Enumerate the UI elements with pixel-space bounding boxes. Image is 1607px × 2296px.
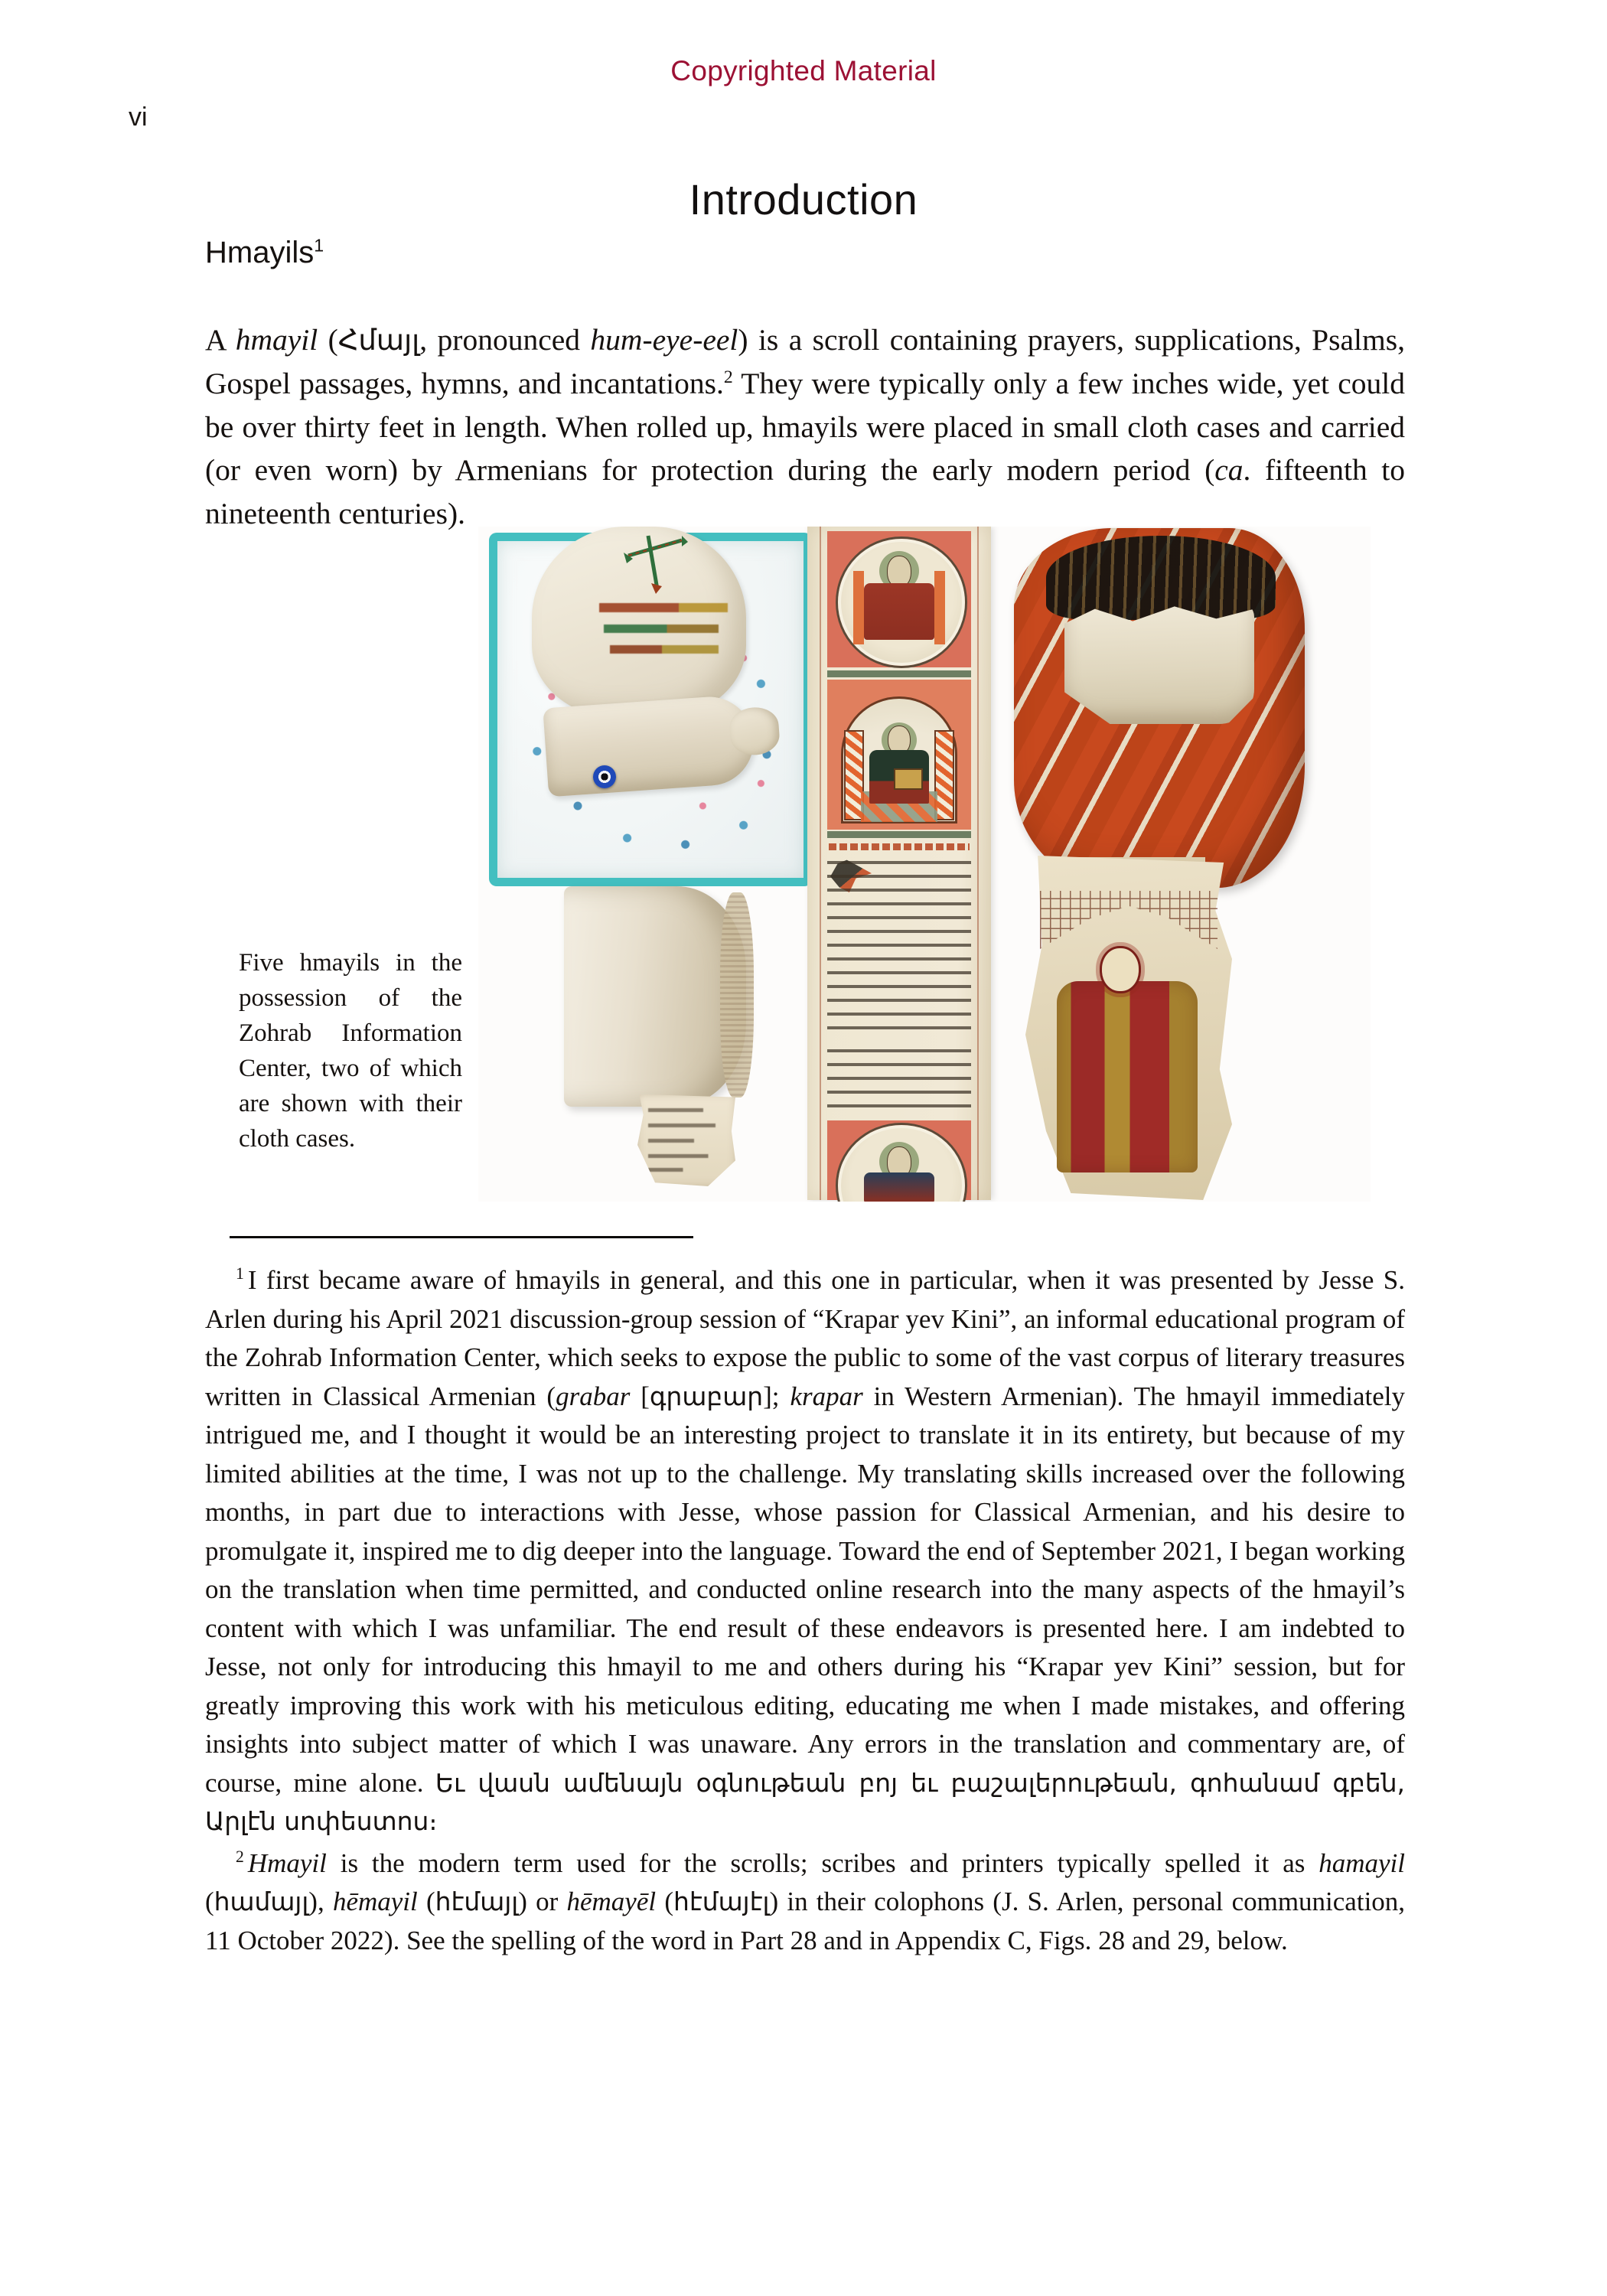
case-lining-dark (1046, 536, 1276, 620)
section-heading-label: Hmayils (205, 236, 315, 269)
footnote-text: ( (205, 1887, 214, 1916)
footnotes-section (205, 1261, 1405, 1963)
folio-number: vi (129, 103, 148, 132)
footnote-text: ( (417, 1887, 435, 1916)
section-heading-footnote-marker: 1 (314, 235, 324, 256)
photo-canvas (478, 527, 1371, 1202)
footnote-armenian-text: Եւ վասն ամենայն օգնութեան բոյ եւ բաշալերութեան, գոհանամ գբեն, Արլէն սոփեստոս։ (205, 1767, 1405, 1836)
scroll-tail-with-script (637, 1094, 735, 1186)
gospel-book-icon (894, 768, 923, 790)
white-cloth-bag (532, 527, 746, 718)
footnote-text: I first became aware of hmayils in general, and this one in particular, when it was presented by Jesse S. Arlen during his April 2021 discussion-group session of “Krapar yev Kini”, an informal educational program of the Zohrab Information Center, which seeks to expose the public to some of the vast corpus of literary treasures written in Classical Armenian ( (205, 1265, 1405, 1411)
scroll-margin-rule-right (977, 527, 979, 1200)
scroll-margin-rule-left (820, 527, 821, 1200)
footnote-italic-term: hēmayēl (566, 1887, 657, 1916)
rolled-scroll-lower-left (564, 886, 746, 1107)
illuminated-scroll (807, 527, 991, 1200)
para-text-b: ( (318, 322, 338, 357)
footnote-italic-term: Hmayil (247, 1848, 327, 1878)
miniature-bottom-saint (827, 1120, 971, 1200)
painted-figure-head (1100, 946, 1141, 993)
footnote-armenian-text: հէմայլ (435, 1887, 519, 1916)
figure-caption: Five hmayils in the possession of the Zohrab Information Center, two of which are shown with their cloth cases. (239, 949, 462, 1153)
miniature-enthroned-christ (827, 531, 971, 667)
body-paragraph (205, 318, 1405, 536)
footnote-text: ), (308, 1887, 333, 1916)
footnote-1 (205, 1261, 1405, 1841)
orange-striped-cloth-case (1014, 528, 1305, 888)
para-term-hmayil: hmayil (235, 322, 318, 357)
footnote-2 (205, 1844, 1405, 1961)
para-text-d: ) is a scroll containing prayers, supplications, Psalms, Gospel passages, hymns, and incantations. (205, 322, 1405, 400)
para-abbrev-ca: ca (1214, 453, 1244, 487)
footnote-text: ) or (518, 1887, 567, 1916)
miniature-seated-evangelist (827, 680, 971, 830)
footnote-text: ]; (763, 1381, 790, 1411)
para-pronunciation: hum-eye-eel (590, 322, 738, 357)
armenian-scroll-text-block-2 (827, 1044, 971, 1110)
footnote-italic-term: krapar (790, 1381, 863, 1411)
footnote-italic-term: hēmayil (332, 1887, 418, 1916)
para-text-c: , pronounced (419, 322, 591, 357)
para-footnote-marker: 2 (723, 367, 733, 387)
footnote-marker: 2 (236, 1847, 244, 1866)
para-text-f: . fifteenth to nineteenth centuries). (205, 453, 1405, 530)
copyright-banner: Copyrighted Material (670, 55, 937, 86)
section-heading (205, 236, 324, 270)
para-text-e: They were typically only a few inches wide, yet could be over thirty feet in length. When rolled up, hmayils were placed in small cloth cases and carried (or even worn) by Armenians for protection during the early modern period ( (205, 367, 1405, 487)
scroll-inside-orange-case (1064, 602, 1254, 724)
footnote-text: in Western Armenian). The hmayil immediately intrigued me, and I thought it would be an interesting project to translate it in its entirety, but because of my limited abilities at the time, I was not up to the challenge. My translating skills increased over the following months, in part due to interactions with Jesse, whose passion for Classical Armenian, and his desire to promulgate it, inspired me to dig deeper into the language. Toward the end of September 2021, I began working on the translation when time permitted, and conducted online research into the many aspects of the hmayil’s content with which I was unfamiliar. The end result of these endeavors is presented here. I am indebted to Jesse, not only for introducing this hmayil to me and others during his “Krapar yev Kini” session, but for greatly improving this work with his meticulous editing, educating me when I made mistakes, and offering insights into subject matter of which I was unaware. Any errors in the translation and commentary are, of course, mine alone. (205, 1381, 1405, 1798)
rolled-scroll-on-cloth (543, 694, 756, 797)
armenian-scroll-text-block (827, 856, 971, 1036)
footnote-italic-term: grabar (556, 1381, 631, 1411)
armenian-inscription-on-case (599, 602, 731, 663)
footnote-text: ( (656, 1887, 673, 1916)
footnote-armenian-text: գրաբար (649, 1381, 764, 1411)
rubric-heading-line (829, 843, 970, 850)
para-text-a: A (205, 322, 236, 357)
para-armenian-hmayil: Հմայլ (337, 323, 420, 357)
decorative-band-upper (827, 670, 971, 677)
footnote-armenian-text: համայլ (214, 1887, 309, 1916)
footnote-marker: 1 (236, 1264, 244, 1283)
footnote-text: [ (630, 1381, 650, 1411)
saint-robe (864, 583, 934, 640)
painted-figure-body (1057, 981, 1198, 1172)
footnote-text: ) in their colophons (J. S. Arlen, personal communication, 11 October 2022). See the spelling of the word in Part 28 and in Appendix C, Figs. 28 and 29, below. (205, 1887, 1406, 1955)
figure-hmayils-photo (478, 527, 1371, 1202)
footnote-italic-term: hamayil (1319, 1848, 1405, 1878)
footnote-separator-rule (230, 1236, 693, 1238)
decorative-band-lower (827, 831, 971, 838)
evil-eye-bead (593, 765, 616, 788)
bottom-saint-robe (864, 1172, 934, 1202)
embroidered-cross-icon (618, 533, 691, 598)
footnote-armenian-text: հէմայէլ (673, 1887, 770, 1916)
page-title: Introduction (689, 174, 918, 223)
footnote-text: is the modern term used for the scrolls; scribes and printers typically spelled it as (326, 1848, 1319, 1878)
